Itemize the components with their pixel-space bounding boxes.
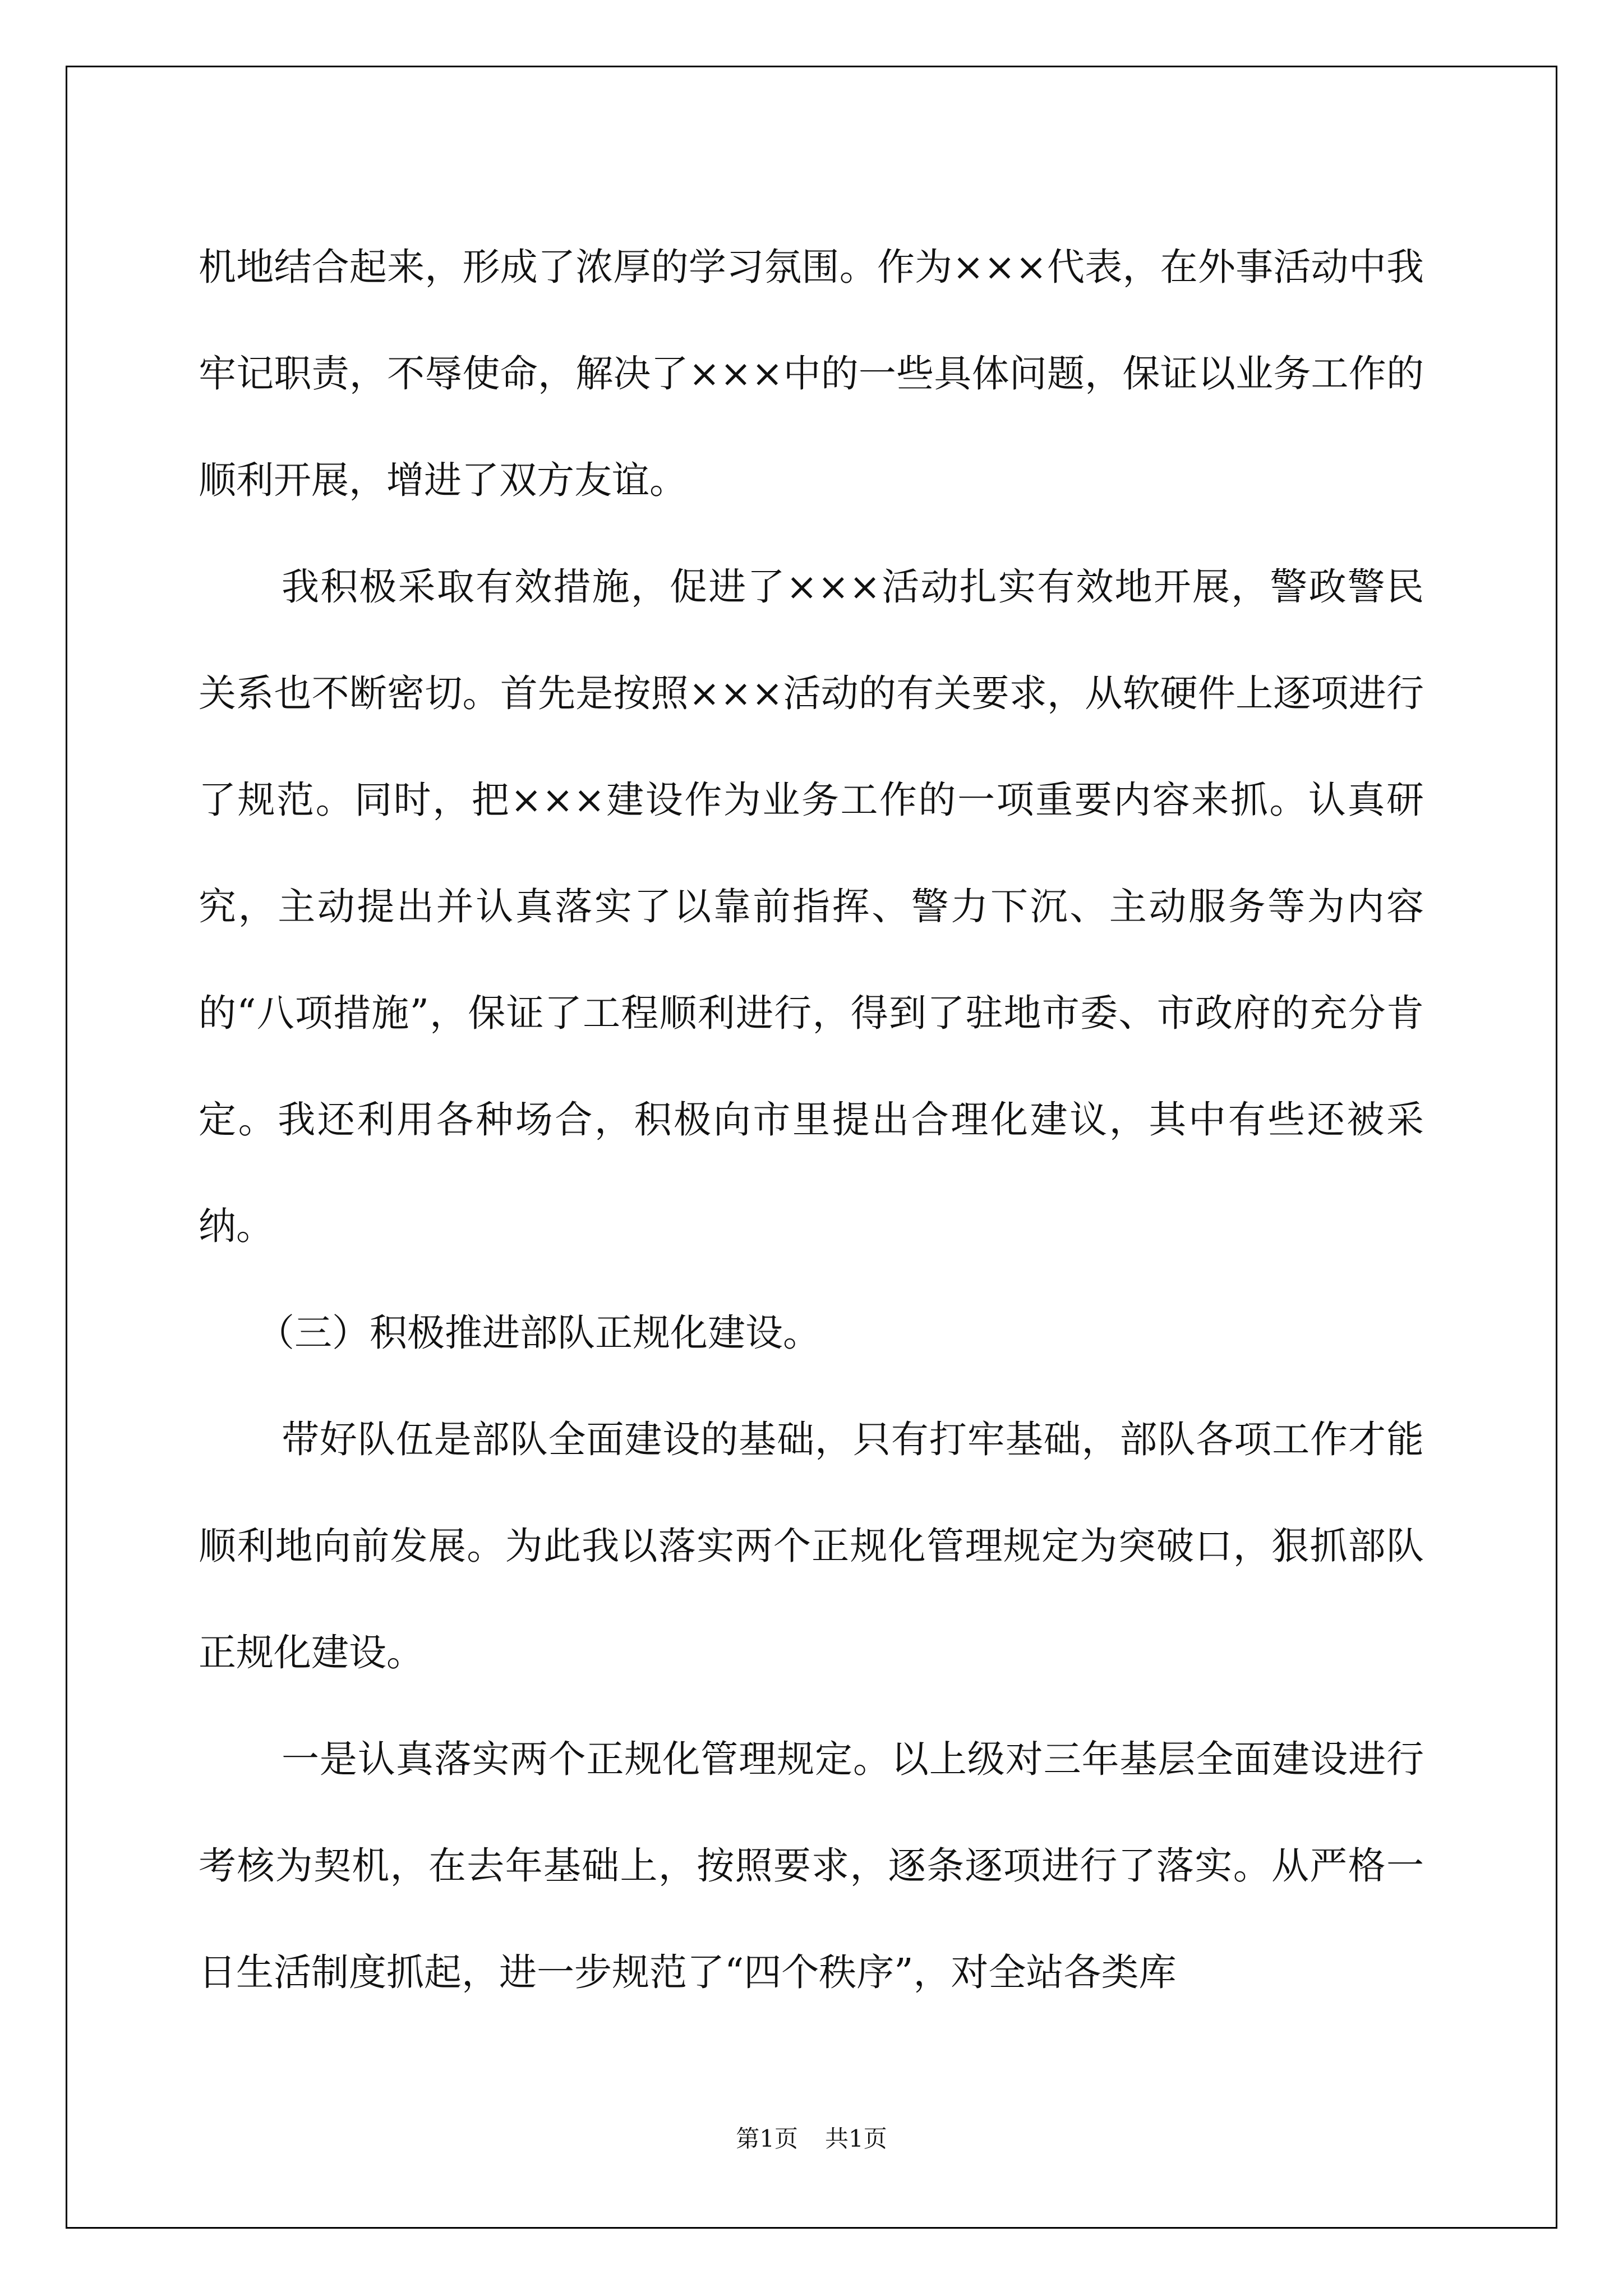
paragraph-3: 带好队伍是部队全面建设的基础，只有打牢基础，部队各项工作才能顺利地向前发展。为此我以落实两个正规化管理规定为突破口，狠抓部队正规化建设。 xyxy=(199,1418,1424,1674)
page-footer xyxy=(0,2120,1623,2154)
page-total: 共1页 xyxy=(825,2125,887,2152)
document-body xyxy=(199,214,1424,2026)
paragraph-1: 机地结合起来，形成了浓厚的学习氛围。作为×××代表，在外事活动中我牢记职责，不辱使命，解决了×××中的一些具体问题，保证以业务工作的顺利开展，增进了双方友谊。 xyxy=(199,245,1424,502)
paragraph-2: 我积极采取有效措施，促进了×××活动扎实有效地开展，警政警民关系也不断密切。首先是按照×××活动的有关要求，从软硬件上逐项进行了规范。同时，把×××建设作为业务工作的一项重要内容来抓。认真研究，主动提出并认真落实了以靠前指挥、警力下沉、主动服务等为内容的“八项措施”，保证了工程顺利进行，得到了驻地市委、市政府的充分肯定。我还利用各种场合，积极向市里提出合理化建议，其中有些还被采纳。 xyxy=(199,565,1424,1248)
paragraph-4: 一是认真落实两个正规化管理规定。以上级对三年基层全面建设进行考核为契机，在去年基础上，按照要求，逐条逐项进行了落实。从严格一日生活制度抓起，进一步规范了“四个秩序”，对全站各类库 xyxy=(199,1737,1424,1994)
section-heading: （三）积极推进部队正规化建设。 xyxy=(257,1311,820,1355)
page-number: 第1页 xyxy=(736,2125,798,2152)
